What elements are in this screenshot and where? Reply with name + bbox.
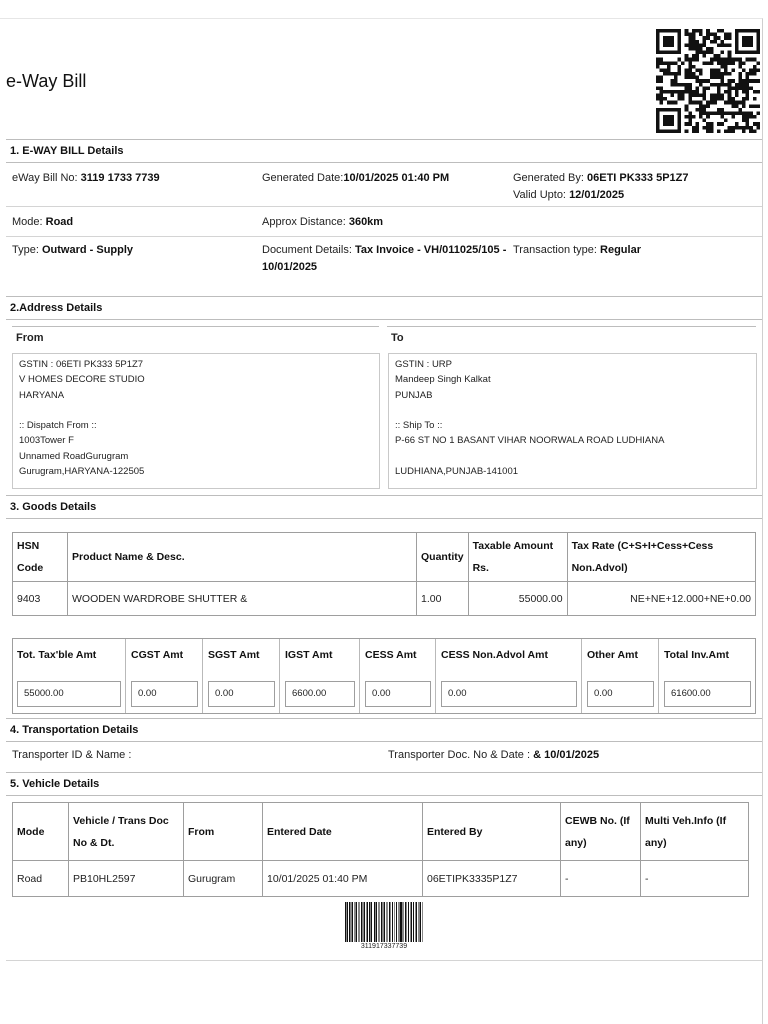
- totals-value: 61600.00: [664, 681, 751, 707]
- eway-bill-no: eWay Bill No: 3119 1733 7739: [12, 172, 160, 184]
- totals-value: 0.00: [208, 681, 275, 707]
- qr-code-icon: [656, 27, 760, 135]
- col-mode: Mode: [13, 803, 69, 861]
- col-entered-by: Entered By: [423, 803, 561, 861]
- cell-cewb: -: [561, 861, 641, 897]
- cell-tax-rate: NE+NE+12.000+NE+0.00: [567, 582, 755, 616]
- section-transportation-details: 4. Transportation Details: [6, 718, 762, 742]
- generated-by: Generated By: 06ETI PK333 5P1Z7 Valid Upto: 12/01/2025: [513, 172, 689, 201]
- from-address: GSTIN : 06ETI PK333 5P1Z7 V HOMES DECORE STUDIO HARYANA :: Dispatch From :: 1003Tower F Unnamed RoadGurugram Gurugram,HARYANA-122505: [12, 353, 380, 489]
- totals-value: 55000.00: [17, 681, 121, 707]
- totals-header: Tot. Tax'ble Amt: [12, 639, 126, 673]
- goods-table: [12, 532, 756, 616]
- table-row: [13, 582, 756, 616]
- barcode-icon: [344, 902, 424, 944]
- transporter-doc: Transporter Doc. No & Date : & 10/01/2025: [388, 749, 600, 761]
- totals-header: CGST Amt: [126, 639, 203, 673]
- totals-value: 0.00: [441, 681, 577, 707]
- cell-product: WOODEN WARDROBE SHUTTER &: [68, 582, 417, 616]
- section-goods-details: 3. Goods Details: [6, 495, 762, 519]
- col-cewb: CEWB No. (If any): [561, 803, 641, 861]
- col-quantity: Quantity: [417, 533, 469, 582]
- footer-divider: [6, 960, 762, 961]
- table-row: [13, 861, 749, 897]
- row-divider: [6, 236, 762, 237]
- cell-hsn: 9403: [13, 582, 68, 616]
- from-heading: From: [12, 326, 379, 348]
- totals-value: 6600.00: [285, 681, 355, 707]
- totals-header: IGST Amt: [280, 639, 360, 673]
- totals-value: 0.00: [365, 681, 431, 707]
- col-from: From: [184, 803, 263, 861]
- totals-header: CESS Non.Advol Amt: [436, 639, 582, 673]
- cell-multi-veh: -: [641, 861, 749, 897]
- section-eway-details: 1. E-WAY BILL Details: [6, 139, 762, 163]
- mode: Mode: Road: [12, 216, 74, 228]
- totals-value: 0.00: [131, 681, 198, 707]
- approx-distance: Approx Distance: 360km: [262, 216, 384, 228]
- col-entered-date: Entered Date: [263, 803, 423, 861]
- supply-type: Type: Outward - Supply: [12, 244, 134, 256]
- cell-entered-date: 10/01/2025 01:40 PM: [263, 861, 423, 897]
- generated-date: Generated Date:10/01/2025 01:40 PM: [262, 172, 450, 184]
- vehicle-table: [12, 802, 749, 897]
- cell-quantity: 1.00: [417, 582, 469, 616]
- col-product: Product Name & Desc.: [68, 533, 417, 582]
- totals-value: 0.00: [587, 681, 654, 707]
- vehicle-header-row: [13, 803, 749, 861]
- row-divider: [6, 206, 762, 207]
- cell-taxable-amount: 55000.00: [468, 582, 567, 616]
- cell-from: Gurugram: [184, 861, 263, 897]
- cell-entered-by: 06ETIPK3335P1Z7: [423, 861, 561, 897]
- col-taxable-amount: Taxable Amount Rs.: [468, 533, 567, 582]
- col-tax-rate: Tax Rate (C+S+I+Cess+Cess Non.Advol): [567, 533, 755, 582]
- to-heading: To: [387, 326, 756, 348]
- totals-header: Other Amt: [582, 639, 659, 673]
- to-address: GSTIN : URP Mandeep Singh Kalkat PUNJAB :: Ship To :: P-66 ST NO 1 BASANT VIHAR NOORWALA ROAD LUDHIANA LUDHIANA,PUNJAB-141001: [388, 353, 757, 489]
- document-details: Document Details: Tax Invoice - VH/011025/105 - 10/01/2025: [262, 244, 507, 273]
- cell-mode: Road: [13, 861, 69, 897]
- section-vehicle-details: 5. Vehicle Details: [6, 772, 762, 796]
- page-title: e-Way Bill: [6, 71, 87, 91]
- section-address-details: 2.Address Details: [6, 296, 762, 320]
- col-multi-veh: Multi Veh.Info (If any): [641, 803, 749, 861]
- col-vehicle: Vehicle / Trans Doc No & Dt.: [69, 803, 184, 861]
- totals-header: Total Inv.Amt: [664, 649, 729, 661]
- transaction-type: Transaction type: Regular: [513, 244, 641, 256]
- col-hsn: HSN Code: [13, 533, 68, 582]
- totals-header: CESS Amt: [360, 639, 436, 673]
- totals-header: SGST Amt: [203, 639, 280, 673]
- barcode-number: 311917337739: [360, 943, 408, 950]
- transporter-id-name: Transporter ID & Name :: [12, 749, 132, 761]
- cell-vehicle: PB10HL2597: [69, 861, 184, 897]
- goods-header-row: [13, 533, 756, 582]
